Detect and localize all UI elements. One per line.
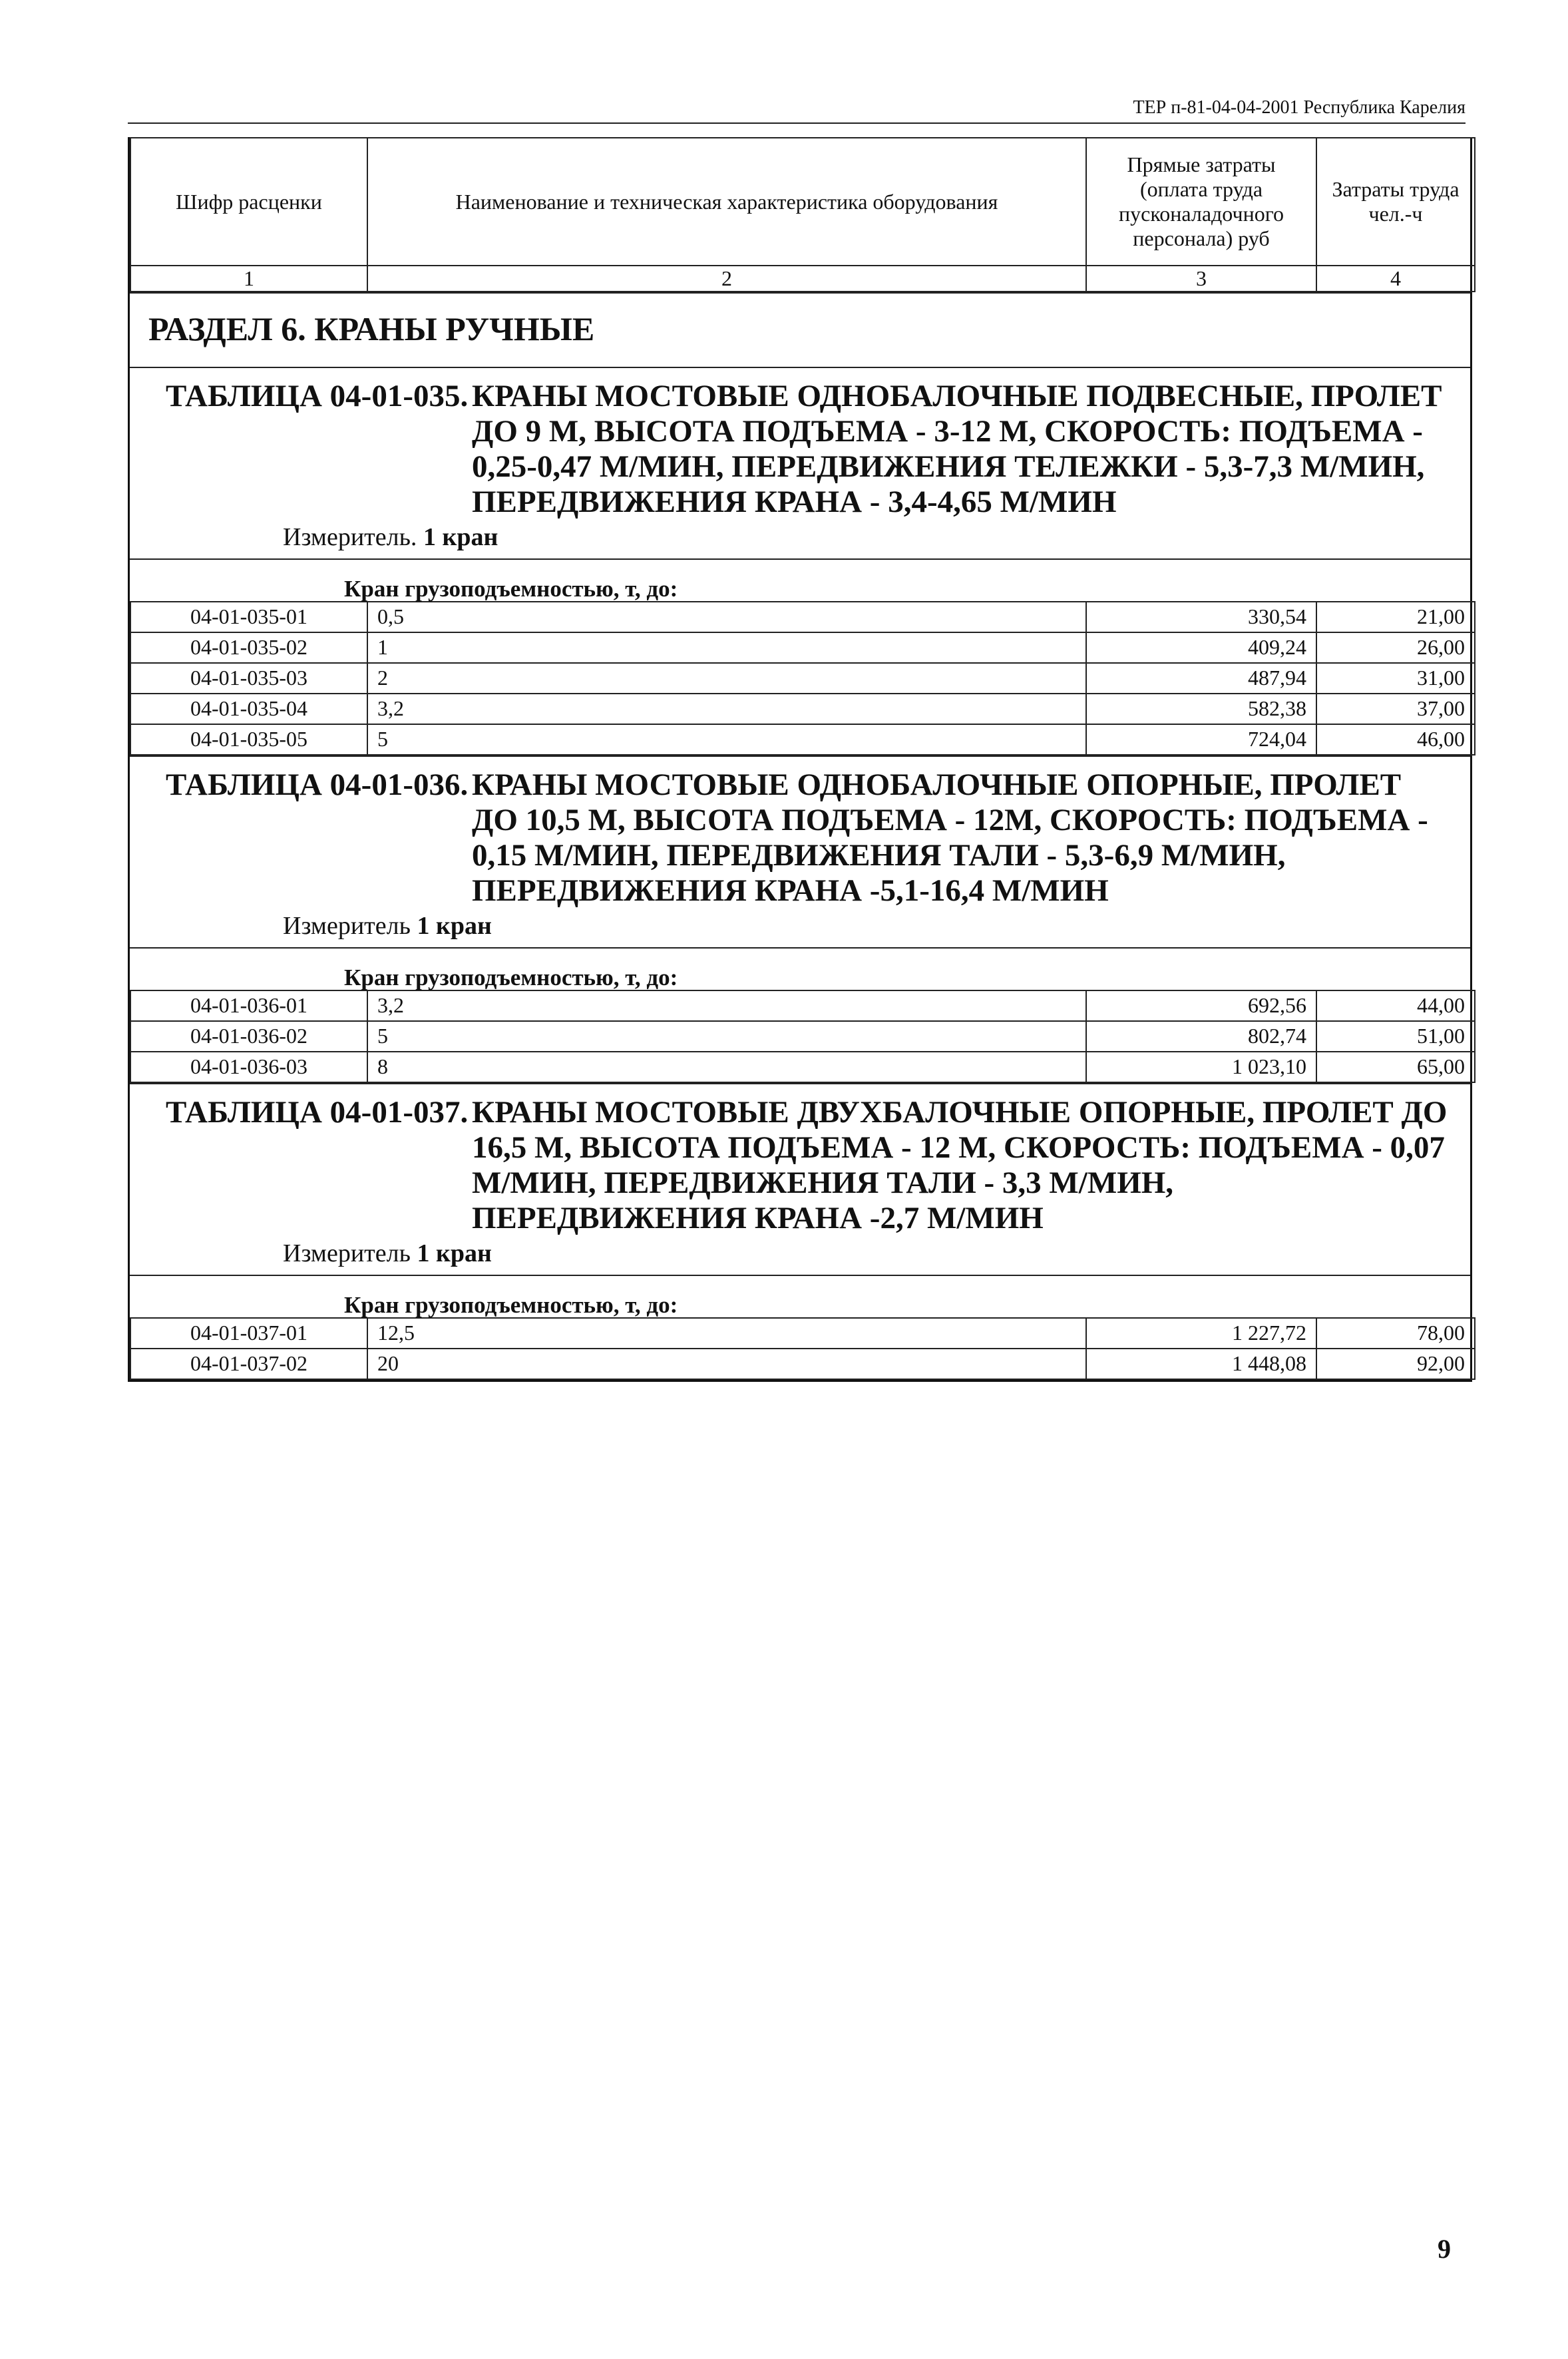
- direct-cost: 582,38: [1086, 694, 1316, 724]
- column-number-2: 2: [367, 266, 1086, 292]
- rate-code: 04-01-036-03: [130, 1052, 367, 1082]
- rates-table: [130, 1317, 1475, 1380]
- table-row: [130, 1349, 1475, 1379]
- measure-value: 1 кран: [417, 1239, 492, 1267]
- direct-cost: 692,56: [1086, 990, 1316, 1021]
- table-row: [130, 1052, 1475, 1082]
- direct-cost: 409,24: [1086, 632, 1316, 663]
- capacity-subheader: Кран грузоподъемностью, т, до:: [344, 1291, 678, 1318]
- column-number-4: 4: [1316, 266, 1475, 292]
- column-header-name: Наименование и техническая характеристика оборудования: [367, 138, 1086, 266]
- rate-code: 04-01-036-02: [130, 1021, 367, 1052]
- measure-unit: [130, 909, 1470, 949]
- capacity-value: 5: [367, 724, 1086, 755]
- table-number: ТАБЛИЦА 04-01-036.: [166, 767, 469, 802]
- measure-label: Измеритель: [283, 1239, 411, 1267]
- column-header-labor: Затраты труда чел.-ч: [1316, 138, 1475, 266]
- labor-cost: 92,00: [1316, 1349, 1475, 1379]
- rate-tables: [130, 367, 1470, 1380]
- labor-cost: 37,00: [1316, 694, 1475, 724]
- capacity-subheader: Кран грузоподъемностью, т, до:: [344, 575, 678, 602]
- rate-code: 04-01-036-01: [130, 990, 367, 1021]
- column-header-table: [130, 137, 1475, 292]
- rates-table: [130, 990, 1475, 1083]
- document-reference: ТЕР п-81-04-04-2001 Республика Карелия: [128, 97, 1466, 124]
- column-header-code: Шифр расценки: [130, 138, 367, 266]
- capacity-value: 20: [367, 1349, 1086, 1379]
- labor-cost: 44,00: [1316, 990, 1475, 1021]
- labor-cost: 65,00: [1316, 1052, 1475, 1082]
- measure-value: 1 кран: [423, 523, 498, 551]
- labor-cost: 46,00: [1316, 724, 1475, 755]
- direct-cost: 1 227,72: [1086, 1318, 1316, 1349]
- measure-label: Измеритель: [283, 911, 411, 940]
- table-number: ТАБЛИЦА 04-01-035.: [166, 378, 469, 413]
- measure-unit: [130, 520, 1470, 560]
- labor-cost: 51,00: [1316, 1021, 1475, 1052]
- labor-cost: 78,00: [1316, 1318, 1475, 1349]
- table-row: [130, 1318, 1475, 1349]
- rate-code: 04-01-035-01: [130, 602, 367, 632]
- section-title: РАЗДЕЛ 6. КРАНЫ РУЧНЫЕ: [130, 292, 1470, 367]
- direct-cost: 802,74: [1086, 1021, 1316, 1052]
- table-title: [130, 755, 1470, 909]
- page-number: 9: [1438, 2234, 1451, 2264]
- table-row: [130, 694, 1475, 724]
- capacity-value: 2: [367, 663, 1086, 694]
- table-title: [130, 367, 1470, 520]
- column-header-cost: Прямые затраты (оплата труда пусконаладочного персонала) руб: [1086, 138, 1316, 266]
- table-row: [130, 632, 1475, 663]
- capacity-value: 1: [367, 632, 1086, 663]
- rate-code: 04-01-035-04: [130, 694, 367, 724]
- table-row: [130, 663, 1475, 694]
- table-number: ТАБЛИЦА 04-01-037.: [166, 1094, 469, 1130]
- rates-document: [128, 137, 1472, 1382]
- direct-cost: 1 023,10: [1086, 1052, 1316, 1082]
- table-title: [130, 1083, 1470, 1236]
- direct-cost: 724,04: [1086, 724, 1316, 755]
- direct-cost: 487,94: [1086, 663, 1316, 694]
- table-row: [130, 1021, 1475, 1052]
- table-caption: КРАНЫ МОСТОВЫЕ ОДНОБАЛОЧНЫЕ ОПОРНЫЕ, ПРОЛЕТ ДО 10,5 М, ВЫСОТА ПОДЪЕМА - 12М, СКОРОСТЬ: ПОДЪЕМА - 0,15 М/МИН, ПЕРЕДВИЖЕНИЯ ТАЛИ - 5,3-6,9 М/МИН, ПЕРЕДВИЖЕНИЯ КРАНА -5,1-16,4 М/МИН: [472, 767, 1428, 908]
- measure-unit: [130, 1236, 1470, 1276]
- capacity-value: 0,5: [367, 602, 1086, 632]
- rate-code: 04-01-035-03: [130, 663, 367, 694]
- labor-cost: 31,00: [1316, 663, 1475, 694]
- table-caption: КРАНЫ МОСТОВЫЕ ОДНОБАЛОЧНЫЕ ПОДВЕСНЫЕ, ПРОЛЕТ ДО 9 М, ВЫСОТА ПОДЪЕМА - 3-12 М, СКОРОСТЬ: ПОДЪЕМА - 0,25-0,47 М/МИН, ПЕРЕДВИЖЕНИЯ ТЕЛЕЖКИ - 5,3-7,3 М/МИН, ПЕРЕДВИЖЕНИЯ КРАНА - 3,4-4,65 М/МИН: [472, 378, 1442, 519]
- table-row: [130, 724, 1475, 755]
- labor-cost: 21,00: [1316, 602, 1475, 632]
- table-row: [130, 990, 1475, 1021]
- capacity-value: 12,5: [367, 1318, 1086, 1349]
- capacity-value: 3,2: [367, 990, 1086, 1021]
- table-caption: КРАНЫ МОСТОВЫЕ ДВУХБАЛОЧНЫЕ ОПОРНЫЕ, ПРОЛЕТ ДО 16,5 М, ВЫСОТА ПОДЪЕМА - 12 М, СКОРОСТЬ: ПОДЪЕМА - 0,07 М/МИН, ПЕРЕДВИЖЕНИЯ ТАЛИ - 3,3 М/МИН, ПЕРЕДВИЖЕНИЯ КРАНА -2,7 М/МИН: [472, 1094, 1448, 1235]
- labor-cost: 26,00: [1316, 632, 1475, 663]
- column-number-3: 3: [1086, 266, 1316, 292]
- column-number-1: 1: [130, 266, 367, 292]
- rates-table: [130, 601, 1475, 755]
- capacity-value: 5: [367, 1021, 1086, 1052]
- measure-value: 1 кран: [417, 911, 492, 940]
- table-row: [130, 602, 1475, 632]
- direct-cost: 1 448,08: [1086, 1349, 1316, 1379]
- direct-cost: 330,54: [1086, 602, 1316, 632]
- rate-code: 04-01-037-02: [130, 1349, 367, 1379]
- rate-code: 04-01-035-05: [130, 724, 367, 755]
- rate-code: 04-01-035-02: [130, 632, 367, 663]
- capacity-value: 3,2: [367, 694, 1086, 724]
- capacity-subheader: Кран грузоподъемностью, т, до:: [344, 964, 678, 990]
- capacity-value: 8: [367, 1052, 1086, 1082]
- measure-label: Измеритель.: [283, 523, 417, 551]
- rate-code: 04-01-037-01: [130, 1318, 367, 1349]
